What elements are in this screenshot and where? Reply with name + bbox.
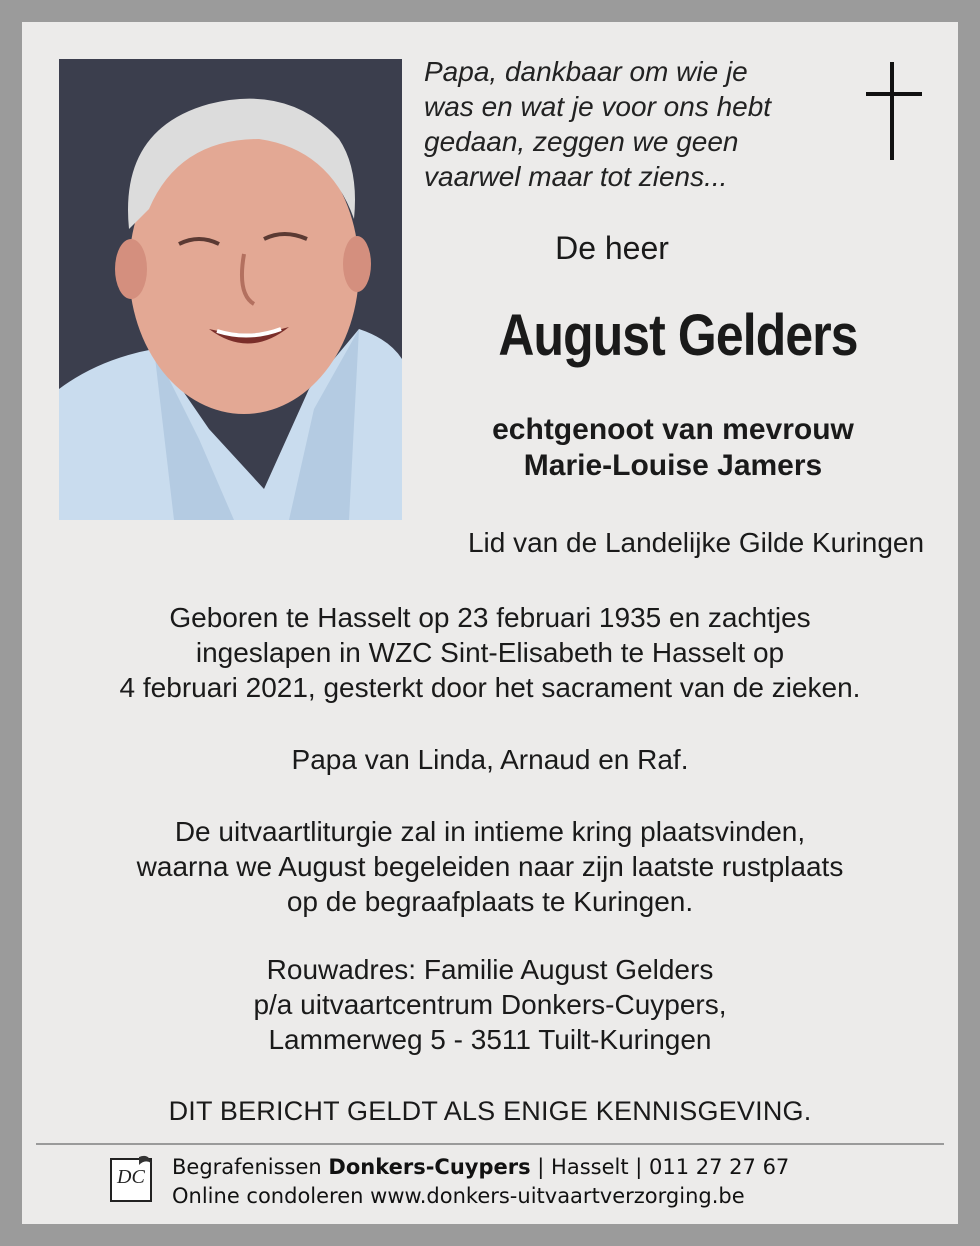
mourning-address (22, 952, 958, 1057)
birth-death-info (22, 600, 958, 705)
logo-letters: DC (117, 1166, 145, 1188)
cross-icon (866, 62, 922, 160)
footer-line-2 (172, 1182, 789, 1211)
footer-line-1 (172, 1153, 789, 1182)
portrait-photo (59, 59, 402, 520)
honorific: De heer (555, 230, 669, 266)
death-line: ingeslapen in WZC Sint-Elisabeth te Hasselt op (195, 637, 785, 668)
spouse-name: Marie-Louise Jamers (523, 449, 823, 482)
opening-quote (424, 54, 844, 194)
footer-city: | Hasselt | (530, 1155, 650, 1179)
funeral-info (22, 814, 958, 919)
donkers-cuypers-logo-icon (109, 1155, 153, 1203)
obituary-card (22, 22, 958, 1224)
footer-prefix: Begrafenissen (172, 1155, 329, 1179)
quote-line: Papa, dankbaar om wie je (424, 56, 748, 87)
quote-line: was en wat je voor ons hebt (424, 91, 772, 122)
website-link[interactable]: www.donkers-uitvaartverzorging.be (370, 1184, 745, 1208)
funeral-line: De uitvaartliturgie zal in intieme kring plaatsvinden, (174, 816, 806, 847)
quote-line: vaarwel maar tot ziens... (424, 161, 728, 192)
address-line: p/a uitvaartcentrum Donkers-Cuypers, (253, 989, 727, 1020)
address-line: Lammerweg 5 - 3511 Tuilt-Kuringen (268, 1024, 712, 1055)
membership: Lid van de Landelijke Gilde Kuringen (467, 527, 925, 558)
birth-line: Geboren te Hasselt op 23 februari 1935 en zachtjes (169, 602, 811, 633)
spouse-info (413, 412, 933, 484)
company-name: Donkers-Cuypers (328, 1155, 531, 1179)
funeral-line: op de begraafplaats te Kuringen. (286, 886, 694, 917)
phone-number: 011 27 27 67 (649, 1155, 790, 1179)
address-line: Rouwadres: Familie August Gelders (266, 954, 714, 985)
deceased-name: August Gelders (498, 303, 858, 368)
footer-info (172, 1153, 789, 1211)
spouse-line: echtgenoot van mevrouw (492, 413, 854, 446)
footer-divider (36, 1143, 944, 1145)
notice-text: DIT BERICHT GELDT ALS ENIGE KENNISGEVING. (168, 1096, 812, 1126)
death-date-line: 4 februari 2021, gesterkt door het sacrament van de zieken. (119, 672, 861, 703)
quote-line: gedaan, zeggen we geen (424, 126, 739, 157)
children-info: Papa van Linda, Arnaud en Raf. (291, 744, 689, 775)
funeral-line: waarna we August begeleiden naar zijn laatste rustplaats (136, 851, 844, 882)
condolence-label: Online condoleren (172, 1184, 371, 1208)
